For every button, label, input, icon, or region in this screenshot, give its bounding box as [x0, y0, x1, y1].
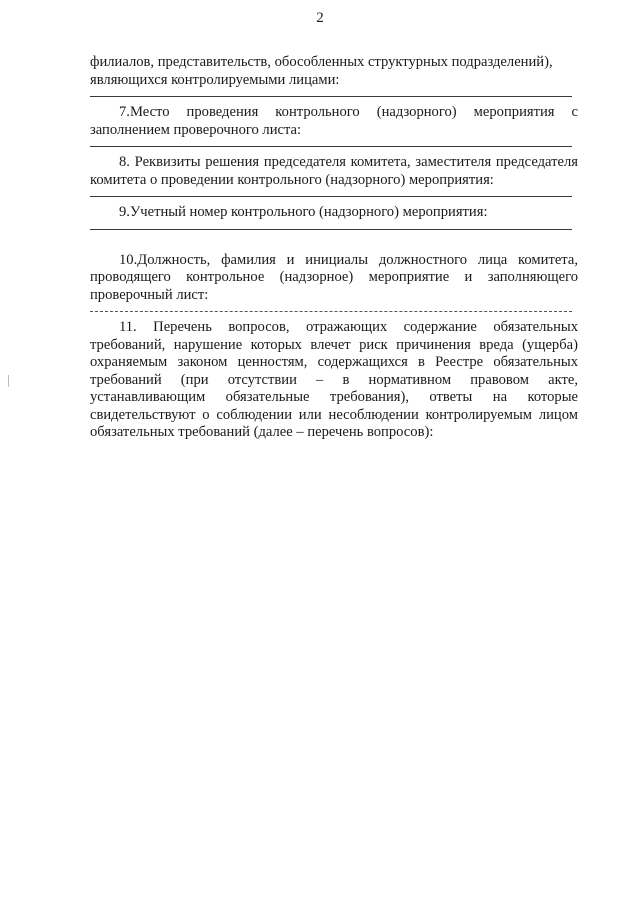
fill-line-inspection-place	[90, 146, 572, 147]
item-7-inspection-place: 7.Место проведения контрольного (надзорного) мероприятия с заполнением проверочного листа:	[90, 104, 578, 138]
item-11-question-list: 11. Перечень вопросов, отражающих содержание обязательных требований, нарушение которых влечет риск причинения вреда (ущерба) охраняемым законом ценностям, содержащихся в Реестре обязательных требований (при отсутствии – в нормативном правовом акте, устанавливающим обязательные требования), ответы на которые свидетельствуют о соблюдении или несоблюдении контролируемым лицом обязательных требований (далее – перечень вопросов):	[90, 319, 578, 440]
page-number: 2	[316, 10, 324, 26]
item-9-registration-number: 9.Учетный номер контрольного (надзорного) мероприятия:	[119, 204, 488, 220]
fill-line-decision-details	[90, 196, 572, 197]
intro-line-2: являющихся контролируемыми лицами:	[90, 71, 340, 88]
intro-line-1: филиалов, представительств, обособленных структурных подразделений),	[90, 54, 553, 70]
document-body	[90, 54, 578, 442]
fill-line-controlled-persons	[90, 96, 572, 97]
fill-line-registration-number	[90, 229, 572, 230]
fill-line-official-position	[90, 311, 572, 312]
item-10-official-position: 10.Должность, фамилия и инициалы должностного лица комитета, проводящего контрольное (надзорное) мероприятие и заполняющего проверочный лист:	[90, 251, 578, 303]
item-8-decision-details: 8. Реквизиты решения председателя комитета, заместителя председателя комитета о проведении контрольного (надзорного) мероприятия:	[90, 154, 578, 188]
margin-scan-mark	[8, 375, 9, 387]
